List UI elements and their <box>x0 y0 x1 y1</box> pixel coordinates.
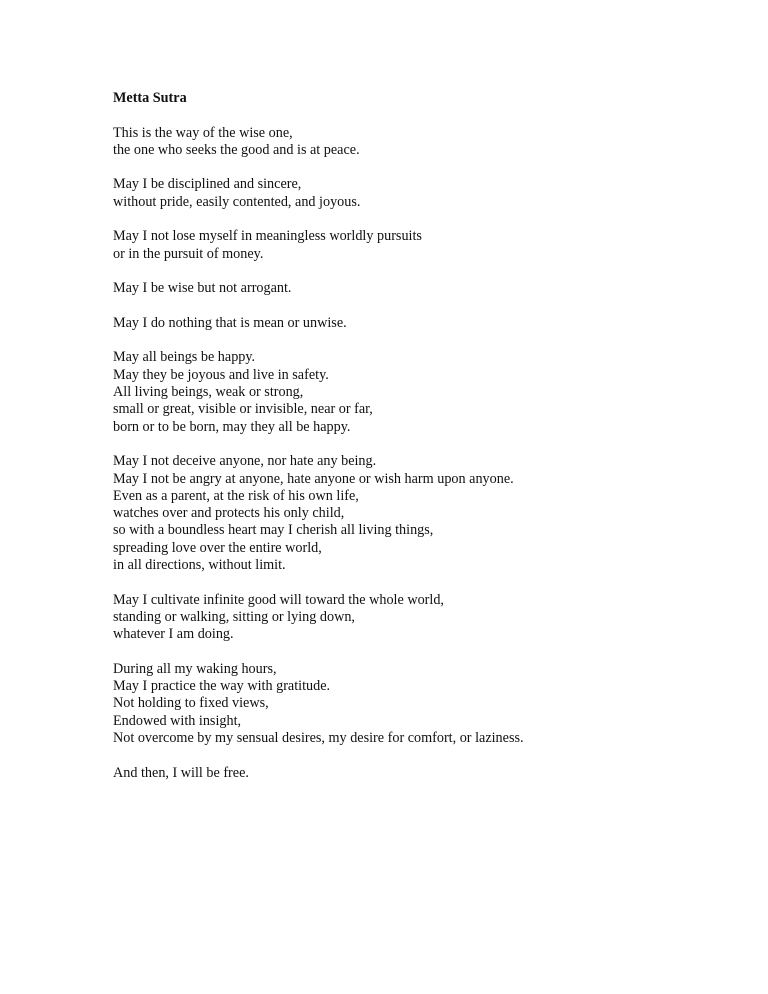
poem-line: All living beings, weak or strong, <box>113 384 304 401</box>
poem-line: Endowed with insight, <box>113 712 242 729</box>
poem-line: Not holding to fixed views, <box>113 695 269 712</box>
stanza <box>113 453 733 574</box>
stanza <box>113 228 733 263</box>
poem-line: or in the pursuit of money. <box>113 245 264 262</box>
poem-line: without pride, easily contented, and joyous. <box>113 193 361 210</box>
poem-line: so with a boundless heart may I cherish all living things, <box>113 522 434 539</box>
poem-line: May I not deceive anyone, nor hate any being. <box>113 453 377 470</box>
stanza <box>113 315 733 332</box>
poem-line: spreading love over the entire world, <box>113 539 322 556</box>
poem-line: During all my waking hours, <box>113 660 277 677</box>
stanza-list <box>113 125 733 782</box>
stanza <box>113 661 733 747</box>
poem-line: And then, I will be free. <box>113 764 249 781</box>
stanza <box>113 125 733 160</box>
poem-line: born or to be born, may they all be happy. <box>113 418 351 435</box>
poem-line: May I do nothing that is mean or unwise. <box>113 314 347 331</box>
poem-line: Not overcome by my sensual desires, my desire for comfort, or laziness. <box>113 729 524 746</box>
stanza <box>113 280 733 297</box>
document-title: Metta Sutra <box>113 90 187 106</box>
poem-line: May I be disciplined and sincere, <box>113 176 302 193</box>
poem-line: May they be joyous and live in safety. <box>113 366 329 383</box>
poem-line: May all beings be happy. <box>113 349 256 366</box>
poem-line: whatever I am doing. <box>113 626 234 643</box>
poem-line: May I be wise but not arrogant. <box>113 280 292 297</box>
document-body <box>113 90 733 799</box>
poem-line: small or great, visible or invisible, near or far, <box>113 401 373 418</box>
stanza <box>113 349 733 435</box>
poem-line: May I practice the way with gratitude. <box>113 678 331 695</box>
stanza <box>113 765 733 782</box>
poem-line: the one who seeks the good and is at peace. <box>113 141 360 158</box>
poem-line: May I not lose myself in meaningless worldly pursuits <box>113 228 422 245</box>
stanza <box>113 176 733 211</box>
poem-line: May I not be angry at anyone, hate anyone or wish harm upon anyone. <box>113 470 514 487</box>
poem-line: watches over and protects his only child, <box>113 505 345 522</box>
poem-line: in all directions, without limit. <box>113 557 286 574</box>
poem-line: May I cultivate infinite good will toward the whole world, <box>113 591 444 608</box>
poem-line: standing or walking, sitting or lying down, <box>113 608 355 625</box>
stanza <box>113 592 733 644</box>
poem-line: This is the way of the wise one, <box>113 124 293 141</box>
poem-line: Even as a parent, at the risk of his own life, <box>113 487 359 504</box>
